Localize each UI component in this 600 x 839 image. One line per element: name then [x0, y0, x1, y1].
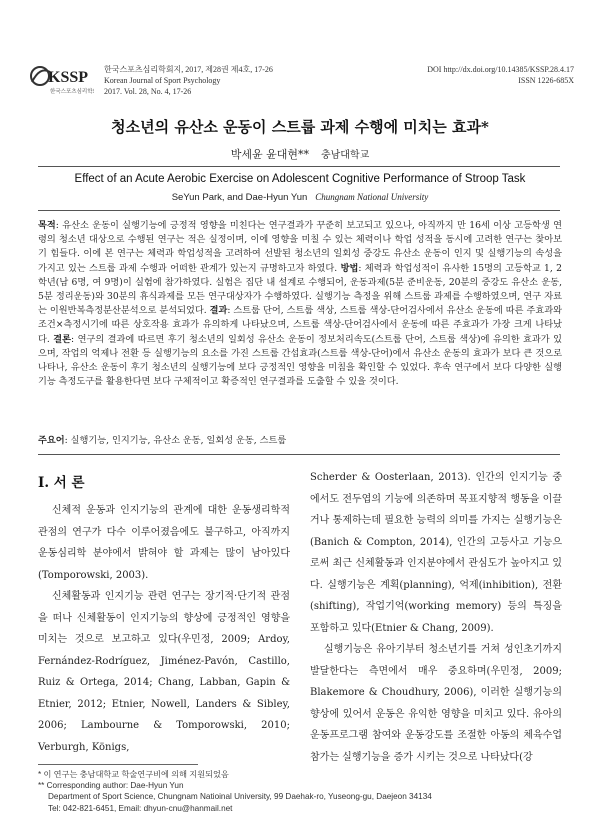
abstract-results: : 스트룹 단어, 스트룹 색상, 스트룹 색상-단어검사에서 유산소 운동에 따른 주효과와 조건×측정시기에 따른 상호작용 효과가 유의하게 나타났으며, 스트룹 색상-단어검사에서 운동에 따른 주효과가 가장 크게 나타났다.	[38, 305, 562, 345]
logo-subtext: 한국스포츠심리학회	[50, 89, 94, 95]
abstract-conclusion: : 연구의 결과에 따르면 후기 청소년의 일회성 유산소 운동이 정보처리속도(스트룹 단어, 스트룹 색상)에 유의한 효과가 있으며, 작업의 억제나 전환 등 실행기능의 요소를 가진 스트룹 간섭효과(스트룹 색상-단어)에서 유산소 운동의 효과가 보다 큰 것으로 나타나, 유산소 운동이 후기 청소년의 실행기능에 보다 긍정적인 영향을 미침을 확인할 수 있었다. 후속 연구에서 보다 다양한 실행기능 측정도구를 활용한다면 보다 구체적이고 확증적인 연구결과를 도출할 수 있을 것이다.	[38, 333, 562, 388]
keywords	[38, 432, 562, 446]
journal-logo	[28, 62, 94, 98]
english-affiliation: Chungnam National University	[315, 192, 429, 202]
journal-line: 2017. Vol. 28, No. 4, 17-26	[104, 87, 192, 96]
footnote-divider	[38, 764, 198, 765]
section-title: I. 서 론	[38, 475, 85, 491]
journal-citation	[104, 64, 273, 97]
divider	[38, 166, 560, 167]
body-paragraph: Scherder & Oosterlaan, 2013). 인간의 인지기능 중에서도 전두엽의 기능에 의존하며 목표지향적 행동을 이끌거나 통제하는데 필요한 능력의 의미를 가지는 실행기능은(Banich & Compton, 2014), 인간의 고등사고 기능으로써 최근 신체활동과 인지분야에서 관심도가 높아지고 있다. 실행기능은 계획(planning), 억제(inhibition), 전환(shifting), 작업기억(working memory) 등의 특징을 포함하고 있다(Etnier & Chang, 2009).	[310, 472, 562, 634]
affiliation: 충남대학교	[320, 150, 370, 161]
abstract-label-results: 결과	[209, 305, 228, 317]
footnote-contact: Tel: 042-821-6451, Email: dhyun-cnu@hanmail.net	[48, 803, 233, 813]
abstract-label-conclusion: 결론	[53, 333, 72, 345]
footnotes	[38, 769, 562, 814]
footnote-corresponding: ** Corresponding author: Dae-Hyun Yun	[38, 781, 184, 791]
english-authors	[0, 192, 600, 203]
kssp-logo-icon	[28, 62, 94, 98]
journal-line: 한국스포츠심리학회지, 2017, 제28권 제4호, 17-26	[104, 65, 273, 74]
keywords-label: 주요어	[38, 435, 65, 446]
abstract-purpose: : 유산소 운동이 실행기능에 긍정적 영향을 미친다는 연구결과가 꾸준히 보고되고 있으나, 아직까지 만 16세 이상 고등학생 연령의 청소년 대상으로 수행된 연구는 적은 실정이며, 이에 영향을 미칠 수 있는 체력이나 학업 성적을 동시에 고려한 연구는 찾아보기 힘들다. 이에 본 연구는 체력과 학업성적을 고려하여 선발된 청소년의 일회성 중강도 유산소 운동이 인지 및 실행기능의 속성을 가지고 있는 스트룹 과제 수행과 어떠한 관계가 있는지 규명하고자 하였다.	[38, 220, 562, 274]
body-column-left	[38, 472, 290, 758]
body-paragraph: 신체적 운동과 인지기능의 관계에 대한 운동생리학적 관점의 연구가 다수 이루어졌음에도 불구하고, 아직까지 운동심리학 분야에서 밝혀야 할 과제는 많이 남아있다(Tomporowski, 2003).	[38, 505, 290, 581]
author-names: 박세윤 윤대현**	[230, 148, 309, 161]
body-paragraph: 실행기능은 유아기부터 청소년기를 거쳐 성인초기까지 발달한다는 측면에서 매우 중요하며(우민정, 2009; Blakemore & Choudhury, 2006), 이러한 실행기능의 향상에 있어서 운동은 유익한 영향을 미치고 있다. 유아의 운동프로그램 참여와 운동강도를 조절한 아동의 체육수업 참가는 실행기능을 증가 시키는 것으로 나타났다(강	[310, 644, 562, 763]
english-author-names: SeYun Park, and Dae-Hyun Yun	[171, 192, 308, 203]
footnote-funding: * 이 연구는 충남대학교 학술연구비에 의해 지원되었음	[38, 770, 229, 779]
doi-link[interactable]: DOI http://dx.doi.org/10.14385/KSSP.28.4.17	[427, 65, 574, 74]
abstract-label-method: 방법	[340, 262, 359, 274]
doi-block	[427, 64, 574, 86]
abstract-label-purpose: 목적	[38, 220, 56, 231]
logo-text: KSSP	[48, 69, 89, 86]
divider	[38, 454, 560, 455]
body-column-right	[310, 467, 562, 768]
journal-line: Korean Journal of Sport Psychology	[104, 76, 221, 85]
issn: ISSN 1226-685X	[518, 76, 574, 85]
paper-title: 청소년의 유산소 운동이 스트룹 과제 수행에 미치는 효과*	[111, 118, 489, 136]
divider	[38, 210, 560, 211]
body-paragraph: 신체활동과 인지기능 관련 연구는 장기적·단기적 관점을 떠나 신체활동이 인지기능의 향상에 긍정적인 영향을 미치는 것으로 보고하고 있다(우민정, 2009; Ardoy, Fernández-Rodríguez, Jiménez-Pavón, Castillo, Ruiz & Ortega, 2014; Chang, Labban, Gapin & Etnier, 2012; Etnier, Nowell, Landers & Sibley, 2006; Lambourne & Tomporowski, 2010; Verburgh, Königs,	[38, 591, 290, 753]
authors-korean	[0, 146, 600, 162]
english-title: Effect of an Acute Aerobic Exercise on Adolescent Cognitive Performance of Stroop Task	[74, 173, 526, 185]
abstract	[38, 219, 562, 389]
abstract-method: : 체력과 학업성적이 유사한 15명의 고등학교 1, 2학년(남 6명, 여 9명)이 실험에 참가하였다. 실험은 집단 내 설계로 수행되어, 운동과제(5분 준비운동, 20분의 중강도 유산소 운동, 5분 정리운동)와 30분의 휴식과제를 모든 연구대상자가 수행하였다. 실행기능 측정을 위해 스트룹 과제를 수행하였으며, 연구 자료는 이원반복측정분산분석으로 분석되었다.	[38, 262, 562, 317]
keywords-text: : 실행기능, 인지기능, 유산소 운동, 일회성 운동, 스트룹	[64, 435, 287, 446]
footnote-address: Department of Sport Science, Chungnam Natioinal University, 99 Daehak-ro, Yuseong-gu, Daejeon 34134	[48, 792, 432, 802]
